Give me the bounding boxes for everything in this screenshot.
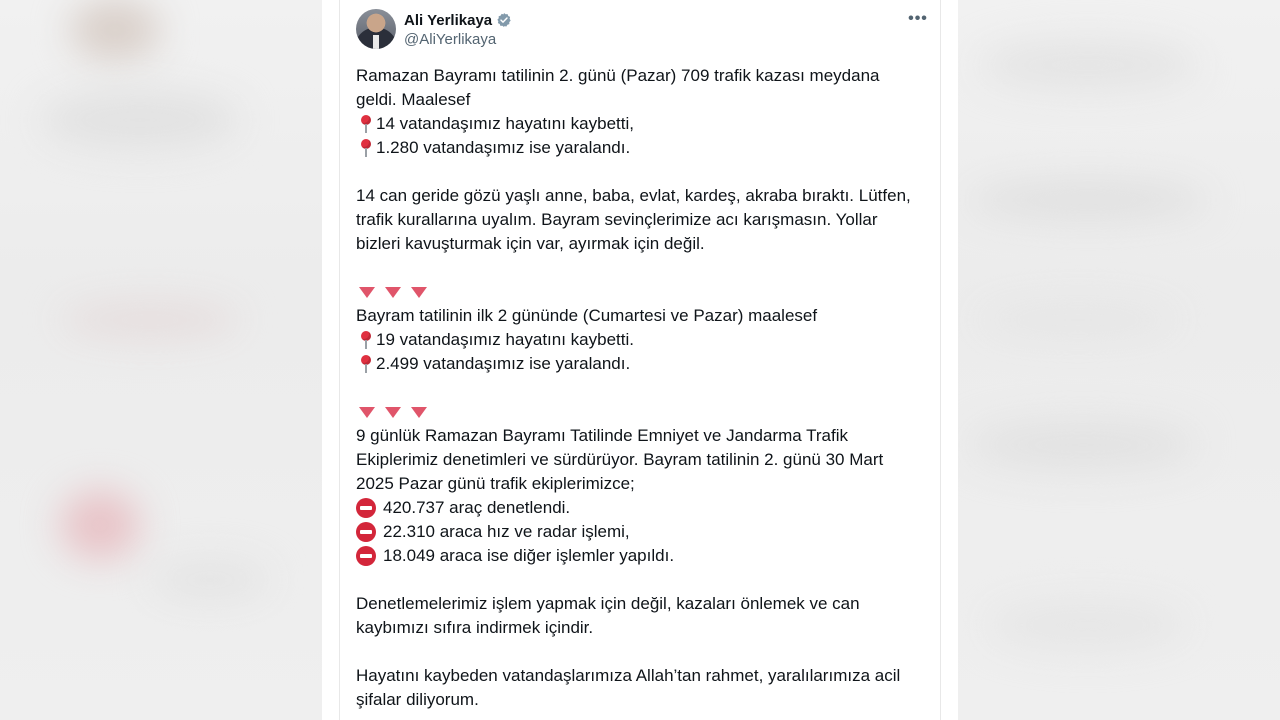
text-line: Denetlemelerimiz işlem yapmak için değil, kazaları önlemek ve can (356, 594, 860, 613)
no-entry-icon (356, 522, 376, 542)
no-entry-icon (356, 546, 376, 566)
background-blob (968, 180, 1208, 220)
red-triangle-down-icon (411, 287, 427, 298)
text-line: geldi. Maalesef (356, 90, 471, 109)
blurred-background-left (0, 0, 322, 720)
red-triangle-down-icon (359, 407, 375, 418)
red-triangle-down-icon (411, 407, 427, 418)
verified-badge-icon (496, 12, 512, 28)
list-item-text: 18.049 araca ise diğer işlemler yapıldı. (383, 546, 675, 565)
list-item (356, 352, 932, 376)
red-triangle-down-icon (385, 287, 401, 298)
text-line: trafik kurallarına uyalım. Bayram sevinçlerimize acı karışmasın. Yollar (356, 210, 878, 229)
tweet-text (356, 64, 932, 712)
list-item (356, 112, 932, 136)
red-triangle-down-icon (385, 407, 401, 418)
author-name[interactable]: Ali Yerlikaya (404, 11, 493, 29)
no-entry-icon (356, 498, 376, 518)
text-line: Ekiplerimiz denetimleri ve sürdürüyor. Bayram tatilinin 2. günü 30 Mart (356, 450, 884, 469)
background-blob (150, 560, 270, 600)
triangle-divider (356, 400, 932, 424)
background-blob (968, 420, 1198, 470)
text-line: 14 can geride gözü yaşlı anne, baba, evlat, kardeş, akraba bıraktı. Lütfen, (356, 186, 911, 205)
background-blob (40, 90, 240, 150)
blurred-background-right (958, 0, 1280, 720)
text-line: Bayram tatilinin ilk 2 gününde (Cumartesi ve Pazar) maalesef (356, 306, 818, 325)
red-triangle-down-icon (359, 287, 375, 298)
list-item (356, 520, 932, 544)
avatar-shirt (373, 35, 379, 49)
avatar[interactable] (356, 9, 396, 49)
text-line: kaybımızı sıfıra indirmek içindir. (356, 618, 594, 637)
round-pushpin-icon (359, 330, 373, 350)
list-item-text: 14 vatandaşımız hayatını kaybetti, (376, 114, 634, 133)
text-line: Ramazan Bayramı tatilinin 2. günü (Pazar) 709 trafik kazası meydana (356, 66, 880, 85)
list-item (356, 136, 932, 160)
list-item-text: 2.499 vatandaşımız ise yaralandı. (376, 354, 631, 373)
list-item-text: 22.310 araca hız ve radar işlemi, (383, 522, 630, 541)
list-item-text: 420.737 araç denetlendi. (383, 498, 571, 517)
author-handle[interactable]: @AliYerlikaya (404, 31, 497, 48)
round-pushpin-icon (359, 138, 373, 158)
tweet-card (339, 0, 941, 720)
list-item-text: 1.280 vatandaşımız ise yaralandı. (376, 138, 631, 157)
list-item (356, 544, 932, 568)
author-name-row (404, 10, 512, 30)
text-line: Hayatını kaybeden vatandaşlarımıza Allah’tan rahmet, yaralılarımıza acil (356, 666, 901, 685)
list-item (356, 328, 932, 352)
background-blob (70, 0, 160, 60)
list-item-text: 19 vatandaşımız hayatını kaybetti. (376, 330, 634, 349)
text-line: şifalar diliyorum. (356, 690, 479, 709)
background-blob (988, 600, 1188, 650)
background-blob (978, 300, 1178, 340)
background-blob (60, 490, 140, 560)
tweet-container (322, 0, 958, 720)
text-line: 9 günlük Ramazan Bayramı Tatilinde Emniyet ve Jandarma Trafik (356, 426, 848, 445)
text-line: 2025 Pazar günü trafik ekiplerimizce; (356, 474, 635, 493)
list-item (356, 496, 932, 520)
background-blob (978, 40, 1198, 90)
text-line: bizleri kavuşturmak için var, ayırmak için değil. (356, 234, 705, 253)
round-pushpin-icon (359, 114, 373, 134)
triangle-divider (356, 280, 932, 304)
round-pushpin-icon (359, 354, 373, 374)
background-blob (60, 300, 240, 340)
more-options-icon[interactable]: ••• (908, 10, 928, 27)
